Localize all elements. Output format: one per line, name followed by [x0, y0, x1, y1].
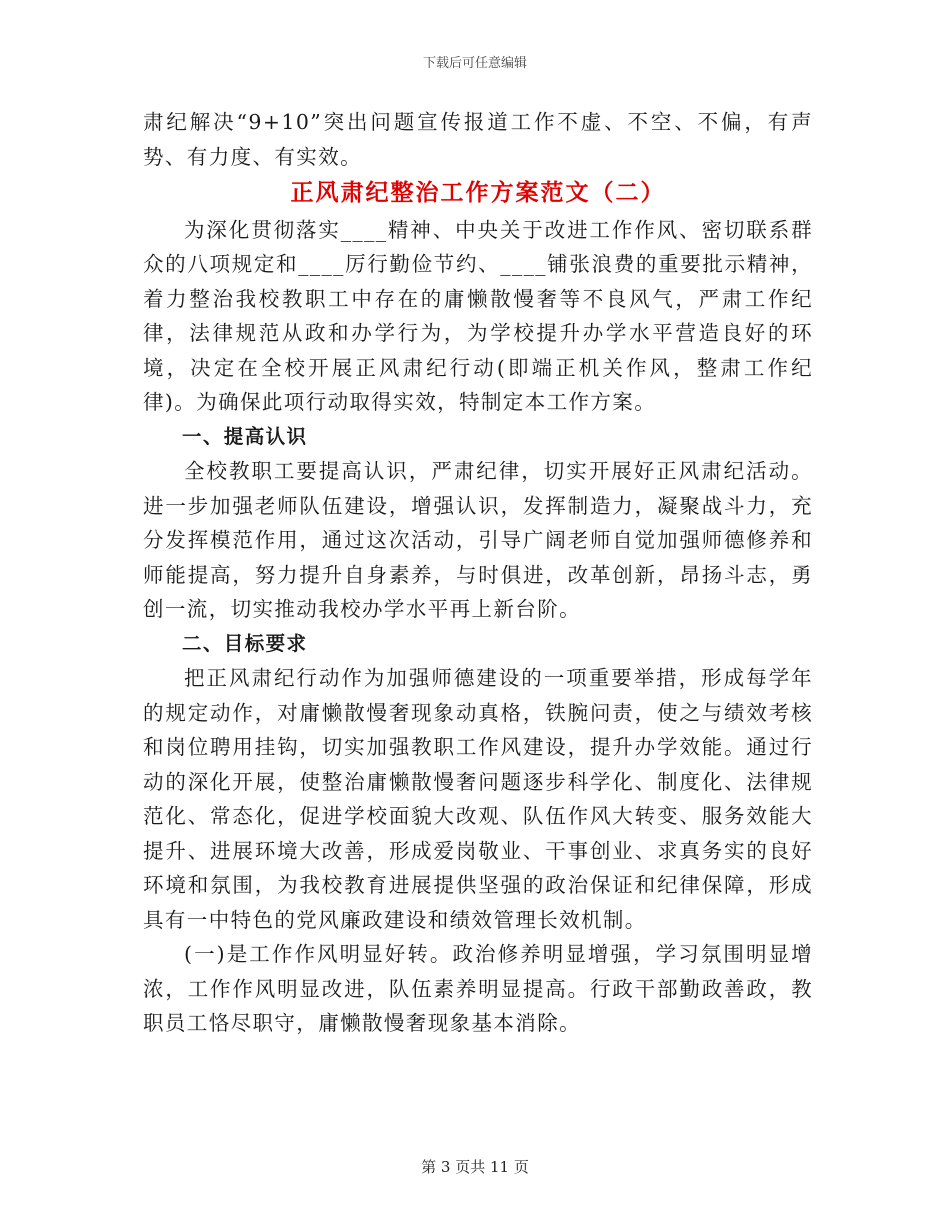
heading-1: 一、提高认识	[182, 424, 308, 448]
page-header: 下载后可任意编辑	[422, 56, 527, 71]
paragraph-3: 把正风肃纪行动作为加强师德建设的一项重要举措，形成每学年的规定动作，对庸懒散慢奢现象动真格，铁腕问责，使之与绩效考核和岗位聘用挂钩，切实加强教职工作风建设，提升办学效能。通过行动的深化开展，使整治庸懒散慢奢问题逐步科学化、制度化、法律规范化、常态化，促进学校面貌大改观、队伍作风大转变、服务效能大提升、进展环境大改善，形成爱岗敬业、干事创业、求真务实的良好环境和氛围，为我校教育进展提供坚强的政治保证和纪律保障，形成具有一中特色的党风廉政建设和绩效管理长效机制。	[143, 666, 813, 932]
paragraph-1: 为深化贯彻落实____精神、中央关于改进工作作风、密切联系群众的八项规定和____厉行勤俭节约、____铺张浪费的重要批示精神，着力整治我校教职工中存在的庸懒散慢奢等不良风气，严肃工作纪律，法律规范从政和办学行为，为学校提升办学水平营造良好的环境，决定在全校开展正风肃纪行动(即端正机关作风，整肃工作纪律)。为确保此项行动取得实效，特制定本工作方案。	[143, 217, 813, 414]
paragraph-2: 全校教职工要提高认识，严肃纪律，切实开展好正风肃纪活动。进一步加强老师队伍建设，增强认识，发挥制造力，凝聚战斗力，充分发挥模范作用，通过这次活动，引导广阔老师自觉加强师德修养和师能提高，努力提升自身素养，与时俱进，改革创新，昂扬斗志，勇创一流，切实推动我校办学水平再上新台阶。	[143, 459, 813, 621]
page-footer: 第 3 页共 11 页	[421, 1158, 529, 1176]
section-title: 正风肃纪整治工作方案范文（二）	[290, 179, 666, 206]
intro-continuation: 肃纪解决“9+10”突出问题宣传报道工作不虚、不空、不偏，有声势、有力度、有实效。	[143, 110, 813, 169]
document-body	[143, 105, 813, 1041]
heading-2: 二、目标要求	[182, 631, 308, 655]
paragraph-4: (一)是工作作风明显好转。政治修养明显增强，学习氛围明显增浓，工作作风明显改进，队伍素养明显提高。行政干部勤政善政，教职员工恪尽职守，庸懒散慢奢现象基本消除。	[143, 942, 814, 1035]
